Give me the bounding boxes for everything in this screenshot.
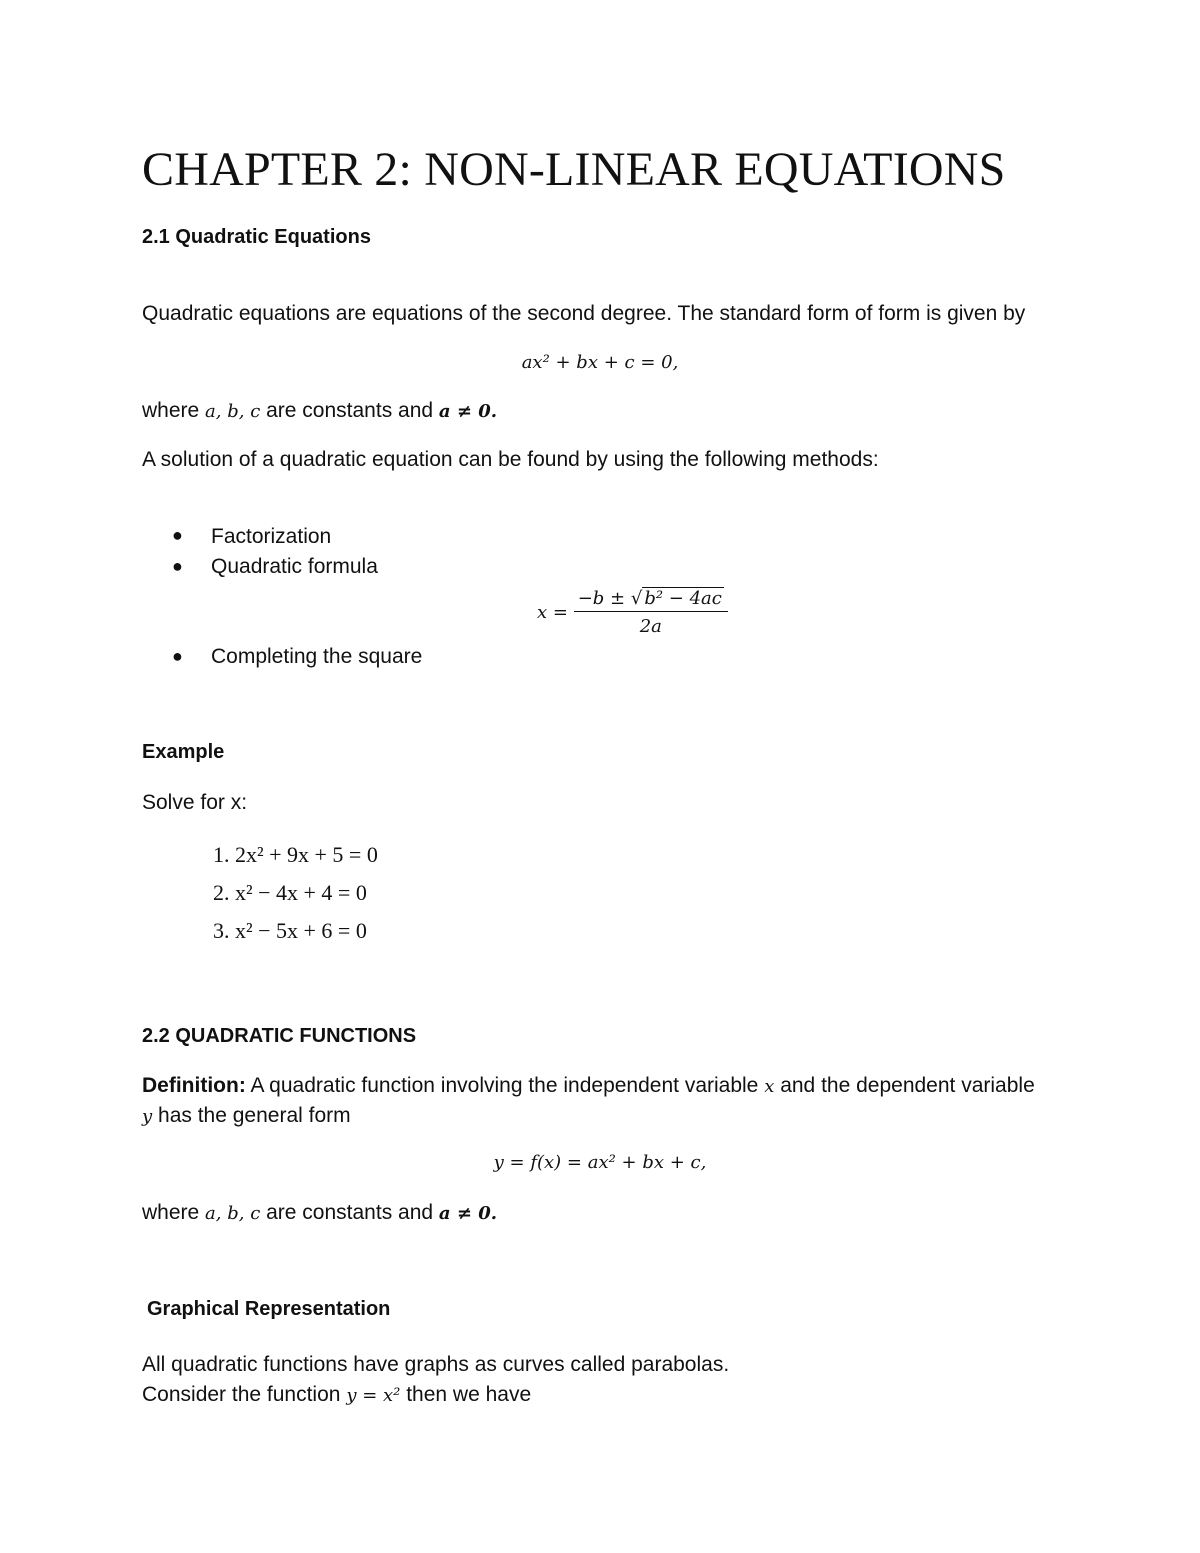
chapter-title: CHAPTER 2: NON-LINEAR EQUATIONS bbox=[142, 143, 1006, 196]
var-y: y bbox=[142, 1106, 153, 1127]
where-constants-line-2 bbox=[142, 1198, 497, 1229]
standard-form-equation: ax² + bx + c = 0, bbox=[521, 352, 679, 373]
where-prefix: where bbox=[142, 1201, 200, 1224]
var-x: x bbox=[764, 1076, 775, 1097]
definition-line-1 bbox=[142, 1071, 1035, 1102]
formula-denominator: 2a bbox=[639, 616, 662, 637]
where-mid: are constants and bbox=[266, 399, 434, 422]
example-heading: Example bbox=[142, 741, 225, 763]
formula-fraction bbox=[574, 588, 728, 637]
consider-prefix: Consider the function bbox=[142, 1383, 341, 1406]
method-quadratic-formula: Quadratic formula bbox=[211, 555, 378, 578]
example-problem-3: 3. x² − 5x + 6 = 0 bbox=[213, 918, 367, 943]
where-mid: are constants and bbox=[266, 1201, 434, 1224]
definition-text-1: A quadratic function involving the independent variable bbox=[250, 1074, 759, 1097]
method-factorization: Factorization bbox=[211, 525, 332, 548]
radical-sign: √ bbox=[630, 588, 643, 609]
square-root bbox=[631, 588, 724, 609]
section-heading-quadratic-functions: 2.2 QUADRATIC FUNCTIONS bbox=[142, 1025, 417, 1047]
formula-lhs: x = bbox=[537, 602, 568, 623]
graphical-representation-heading: Graphical Representation bbox=[147, 1298, 391, 1320]
formula-numerator bbox=[574, 588, 728, 612]
consider-suffix: then we have bbox=[406, 1383, 532, 1406]
formula-numerator-left: −b ± bbox=[577, 588, 631, 609]
constants-vars: a, b, c bbox=[205, 401, 261, 422]
a-nonzero-condition: a ≠ 0. bbox=[438, 1203, 497, 1224]
example-problem-2: 2. x² − 4x + 4 = 0 bbox=[213, 880, 367, 905]
method-completing-square: Completing the square bbox=[211, 645, 423, 668]
radicand: b² − 4ac bbox=[644, 588, 722, 609]
bullet-icon: ● bbox=[172, 646, 183, 666]
definition-text-2: and the dependent variable bbox=[780, 1074, 1035, 1097]
quadratic-formula bbox=[537, 588, 728, 637]
bullet-icon: ● bbox=[172, 556, 183, 576]
quadratic-intro-paragraph: Quadratic equations are equations of the second degree. The standard form of form is given by bbox=[142, 302, 1026, 325]
example-problem-1: 1. 2x² + 9x + 5 = 0 bbox=[213, 842, 378, 867]
definition-text-3: has the general form bbox=[158, 1104, 351, 1127]
section-heading-quadratic-equations: 2.1 Quadratic Equations bbox=[142, 226, 371, 248]
where-constants-line-1 bbox=[142, 396, 497, 427]
definition-label: Definition: bbox=[142, 1074, 246, 1097]
methods-intro: A solution of a quadratic equation can be found by using the following methods: bbox=[142, 448, 879, 471]
consider-function-line bbox=[142, 1380, 531, 1411]
solve-for-x-prompt: Solve for x: bbox=[142, 791, 248, 814]
where-prefix: where bbox=[142, 399, 200, 422]
parabola-statement: All quadratic functions have graphs as curves called parabolas. bbox=[142, 1353, 730, 1376]
a-nonzero-condition: a ≠ 0. bbox=[438, 401, 497, 422]
function-y-equals-x-squared: y = x² bbox=[346, 1385, 401, 1406]
constants-vars: a, b, c bbox=[205, 1203, 261, 1224]
general-form-equation: y = f(x) = ax² + bx + c, bbox=[493, 1152, 707, 1173]
definition-line-2 bbox=[142, 1101, 351, 1132]
bullet-icon: ● bbox=[172, 525, 183, 545]
